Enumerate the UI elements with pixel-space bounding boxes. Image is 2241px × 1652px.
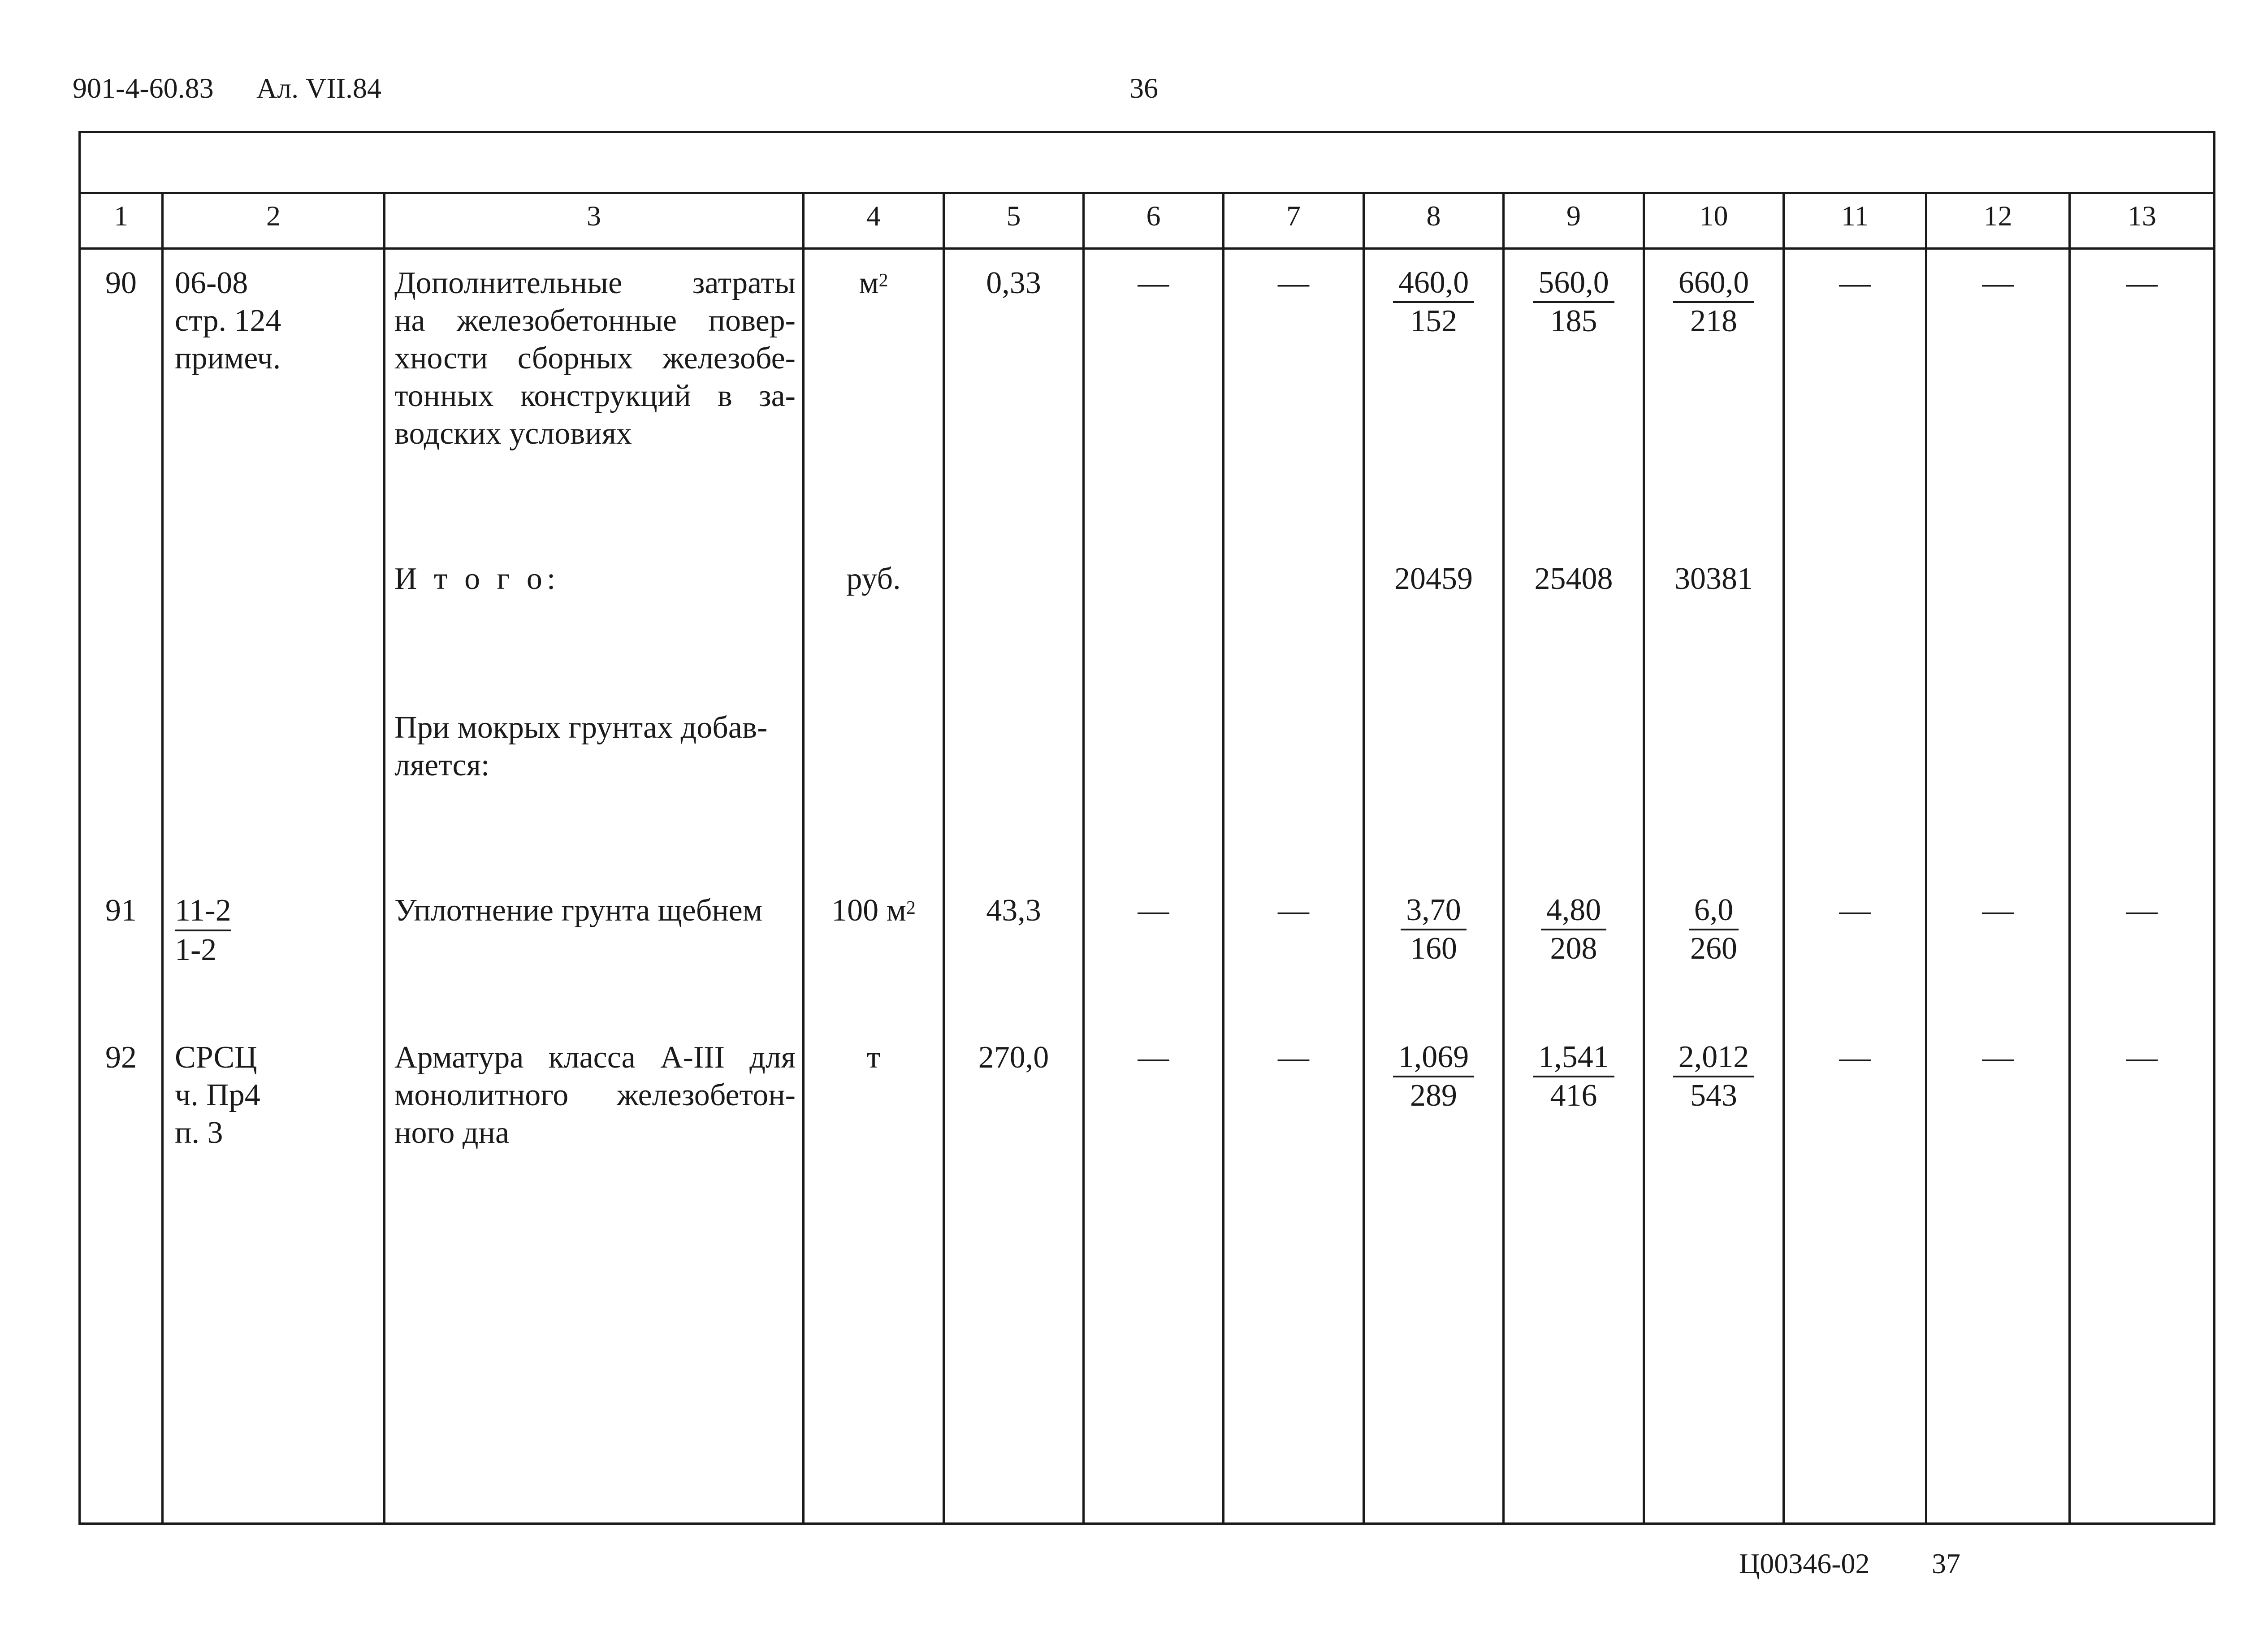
cost-fraction: $\frac{6,0}{260}$ — [1645, 892, 1782, 967]
col-divider — [1925, 192, 1927, 1525]
col-divider — [1222, 192, 1224, 1525]
empty-dash: — — [1982, 266, 2014, 300]
cost-fraction: $\frac{560,0}{185}$ — [1505, 264, 1643, 340]
col-divider — [943, 192, 945, 1525]
wet-soil-note: При мокрых грунтах добав- ляется: — [394, 710, 768, 783]
norm-reference: 06-08 стр. 124 примеч. — [175, 266, 281, 376]
cost-fraction: $\frac{1,541}{416}$ — [1505, 1039, 1643, 1114]
album-number: Ал. VII.84 — [256, 72, 381, 104]
column-number: 8 — [1426, 200, 1441, 232]
column-number: 9 — [1566, 200, 1581, 232]
total-unit: руб. — [846, 562, 901, 596]
title-row-divider — [78, 192, 2215, 194]
sheet-code: Ц00346-02 — [1739, 1548, 1870, 1579]
column-number: 11 — [1841, 200, 1869, 232]
column-number: 6 — [1146, 200, 1161, 232]
cost-fraction: $\frac{3,70}{160}$ — [1365, 892, 1502, 967]
col-divider — [1782, 192, 1785, 1525]
col-divider — [1363, 192, 1365, 1525]
col-divider — [1502, 192, 1505, 1525]
column-number: 10 — [1699, 200, 1728, 232]
column-number: 13 — [2128, 200, 2156, 232]
empty-dash: — — [1278, 893, 1309, 928]
col-divider — [802, 192, 805, 1525]
total-value: 25408 — [1534, 562, 1613, 596]
unit: $м^2$ — [859, 266, 888, 300]
empty-dash: — — [1982, 1040, 2014, 1075]
quantity: 43,3 — [986, 893, 1041, 928]
empty-dash: — — [1982, 893, 2014, 928]
column-number: 1 — [114, 200, 128, 232]
cost-fraction: $\frac{4,80}{208}$ — [1505, 892, 1643, 967]
empty-dash: — — [2126, 893, 2158, 928]
work-description: Дополнительные затраты на железобетонные повер- хности сборных железобе- тонных конструкций в за- водских условиях — [394, 266, 796, 451]
empty-dash: — — [1278, 1040, 1309, 1075]
row-number: 90 — [105, 266, 137, 300]
total-value: 30381 — [1674, 562, 1753, 596]
empty-dash: — — [1138, 893, 1169, 928]
row-number: 92 — [105, 1040, 137, 1075]
column-number: 4 — [866, 200, 881, 232]
page-number: 36 — [1129, 72, 1158, 104]
empty-dash: — — [1138, 266, 1169, 300]
col-divider — [2068, 192, 2071, 1525]
column-number: 12 — [1983, 200, 2012, 232]
quantity: 0,33 — [986, 266, 1041, 300]
quantity: 270,0 — [978, 1040, 1049, 1075]
col-divider — [1082, 192, 1085, 1525]
empty-dash: — — [1839, 266, 1871, 300]
column-number: 2 — [266, 200, 281, 232]
column-number: 5 — [1006, 200, 1021, 232]
empty-dash: — — [1839, 1040, 1871, 1075]
cost-fraction: $\frac{1,069}{289}$ — [1365, 1039, 1502, 1114]
empty-dash: — — [1278, 266, 1309, 300]
work-description: Уплотнение грунта щебнем — [394, 893, 763, 928]
column-number: 3 — [587, 200, 601, 232]
column-number: 7 — [1286, 200, 1301, 232]
cost-fraction: $\frac{660,0}{218}$ — [1645, 264, 1782, 340]
unit: 100 $м^2$ — [831, 893, 916, 928]
cost-fraction: $\frac{2,012}{543}$ — [1645, 1039, 1782, 1114]
empty-dash: — — [2126, 266, 2158, 300]
col-divider — [1643, 192, 1645, 1525]
sheet-page-number: 37 — [1932, 1548, 1960, 1579]
empty-dash: — — [1138, 1040, 1169, 1075]
row-number: 91 — [105, 893, 137, 928]
empty-dash: — — [1839, 893, 1871, 928]
document-code: 901-4-60.83 — [73, 72, 214, 104]
norm-reference: СРСЦ ч. Пр4 п. 3 — [175, 1040, 260, 1150]
empty-dash: — — [2126, 1040, 2158, 1075]
unit: т — [866, 1040, 881, 1075]
column-header-divider — [78, 247, 2215, 250]
work-description: Арматура класса А-III для монолитного железобетон- ного дна — [394, 1040, 796, 1150]
norm-reference: 11-2 1-2 — [175, 892, 231, 969]
col-divider — [161, 192, 164, 1525]
total-value: 20459 — [1394, 562, 1473, 596]
total-label: И т о г о: — [394, 562, 560, 596]
cost-fraction: $\frac{460,0}{152}$ — [1365, 264, 1502, 340]
col-divider — [383, 192, 385, 1525]
